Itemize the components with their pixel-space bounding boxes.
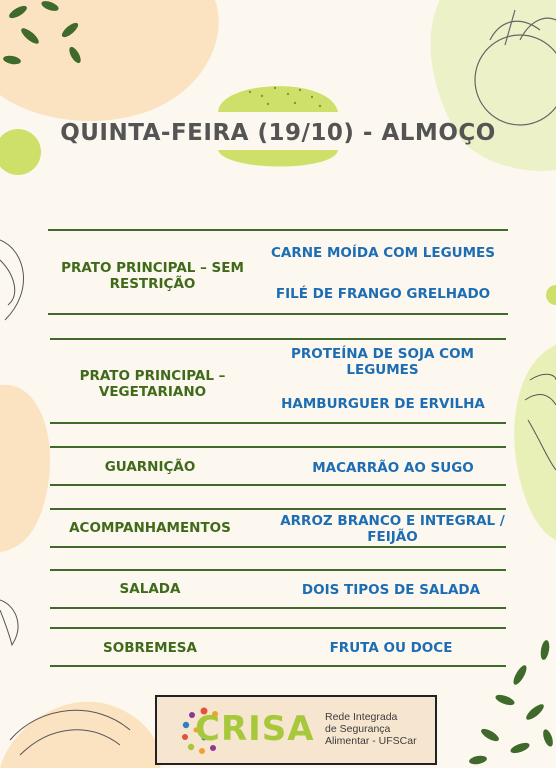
divider	[50, 422, 506, 424]
divider	[50, 484, 506, 486]
divider	[50, 607, 506, 609]
crisa-subtitle-line-3: Alimentar - UFSCar	[325, 735, 417, 747]
salada-label: SALADA	[119, 581, 181, 597]
principal-item-2: FILÉ DE FRANGO GRELHADO	[275, 286, 491, 302]
crisa-logo	[155, 695, 437, 765]
crisa-subtitle-line-1: Rede Integrada	[325, 711, 398, 723]
divider	[50, 338, 506, 340]
principal-label: PRATO PRINCIPAL – SEM RESTRIÇÃO	[61, 260, 244, 292]
page-title: QUINTA-FEIRA (19/10) - ALMOÇO	[60, 120, 496, 146]
divider	[50, 508, 506, 510]
divider	[48, 313, 508, 315]
principal-item-1: CARNE MOÍDA COM LEGUMES	[270, 245, 496, 261]
acompanhamentos-item: ARROZ BRANCO E INTEGRAL / FEIJÃO	[280, 513, 505, 545]
crisa-wordmark: CRISA	[195, 709, 315, 749]
divider	[48, 229, 508, 231]
divider	[50, 627, 506, 629]
divider	[50, 665, 506, 667]
guarnicao-item: MACARRÃO AO SUGO	[312, 460, 474, 476]
crisa-subtitle	[325, 711, 417, 747]
divider	[50, 546, 506, 548]
vegetarian-item-1: PROTEÍNA DE SOJA COM LEGUMES	[291, 346, 474, 378]
salada-item: DOIS TIPOS DE SALADA	[301, 582, 481, 598]
crisa-subtitle-line-2: de Segurança	[325, 723, 391, 735]
sobremesa-item: FRUTA OU DOCE	[329, 640, 453, 656]
divider	[50, 569, 506, 571]
sobremesa-label: SOBREMESA	[103, 640, 197, 656]
divider	[50, 446, 506, 448]
guarnicao-label: GUARNIÇÃO	[104, 459, 196, 475]
vegetarian-label: PRATO PRINCIPAL – VEGETARIANO	[79, 368, 226, 400]
acompanhamentos-label: ACOMPANHAMENTOS	[69, 520, 231, 536]
vegetarian-item-2: HAMBURGUER DE ERVILHA	[281, 396, 485, 412]
